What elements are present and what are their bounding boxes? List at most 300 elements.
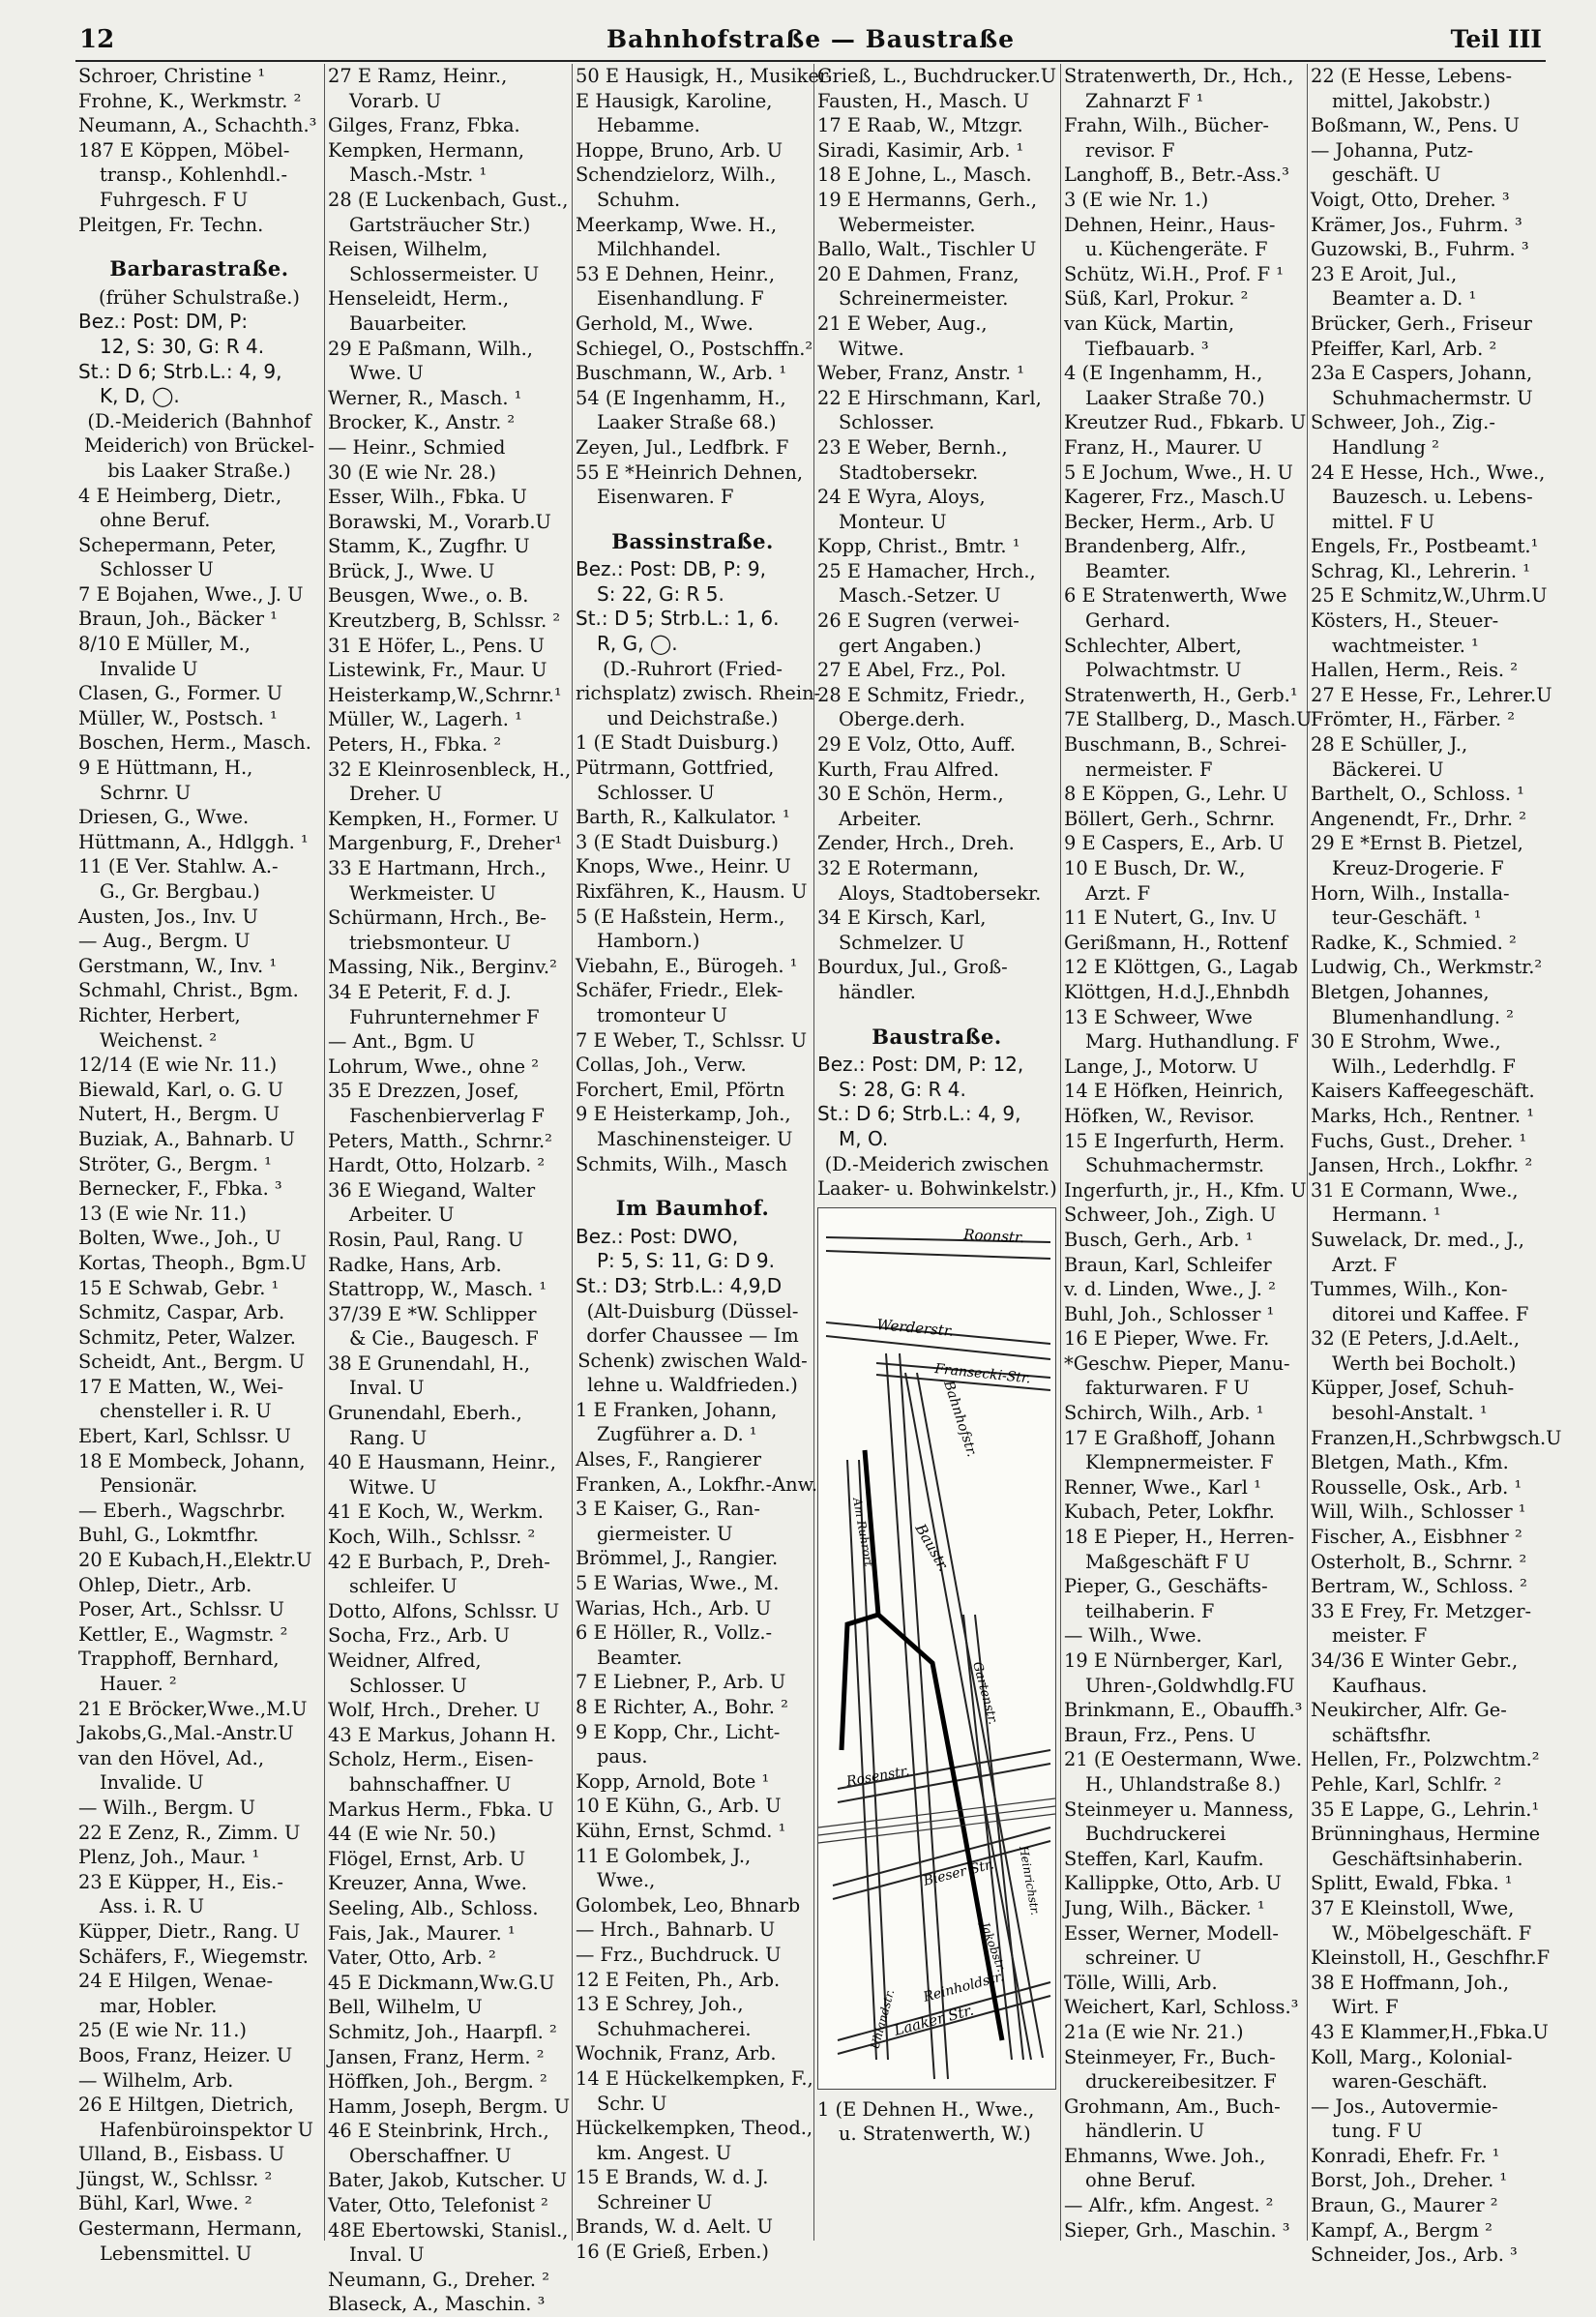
resident-entry: 28 E Schmitz, Friedr., xyxy=(817,683,1025,706)
resident-entry: Kubach, Peter, Lokfhr. xyxy=(1064,1500,1275,1524)
resident-entry: 15 E Ingerfurth, Herm. xyxy=(1064,1129,1286,1152)
resident-entry: Ehmanns, Wwe. Joh., xyxy=(1064,2144,1266,2167)
resident-entry: Kühn, Ernst, Schmd. ¹ xyxy=(576,1819,786,1842)
page-number: 12 xyxy=(79,25,115,54)
resident-entry: Küpper, Josef, Schuh- xyxy=(1311,1377,1515,1400)
map-street-label: Bieser Str. xyxy=(922,1857,996,1889)
resident-entry: 21 E Bröcker,Wwe.,M.U xyxy=(78,1697,308,1720)
resident-entry: Neumann, A., Schachth.³ xyxy=(78,114,317,137)
resident-entry: Tummes, Wilh., Kon- xyxy=(1311,1278,1508,1301)
street-note: (D.-Ruhrort (Fried- xyxy=(603,657,783,680)
resident-entry: Hückelkempken, Theod., xyxy=(576,2117,813,2140)
resident-entry: 11 (E Ver. Stahlw. A.- xyxy=(78,855,279,878)
resident-entry: Poser, Art., Schlssr. U xyxy=(78,1598,284,1621)
resident-entry: Buhl, G., Lokmtfhr. xyxy=(78,1524,259,1547)
resident-entry: Schmitz, Joh., Haarpfl. ² xyxy=(328,2020,557,2043)
resident-entry: Brands, W. d. Aelt. U xyxy=(576,2215,774,2239)
resident-entry: Zugführer a. D. ¹ xyxy=(597,1423,757,1446)
district-info: St.: D 6; Strb.L.: 4, 9, xyxy=(78,359,282,383)
resident-entry: Brück, J., Wwe. U xyxy=(328,559,495,582)
resident-entry: Rang. U xyxy=(349,1426,428,1449)
resident-entry: 32 E Rotermann, xyxy=(817,857,980,879)
resident-entry: Grunendahl, Eberh., xyxy=(328,1402,522,1425)
resident-entry: Blumenhandlung. ² xyxy=(1332,1005,1514,1028)
resident-entry: Inval. U xyxy=(349,1377,425,1400)
resident-entry: Zahnarzt F ¹ xyxy=(1085,89,1204,112)
resident-entry: Handlung ² xyxy=(1332,435,1439,459)
resident-entry: — Alfr., kfm. Angest. ² xyxy=(1064,2194,1274,2217)
resident-entry: 45 E Dickmann,Ww.G.U xyxy=(328,1971,555,1994)
resident-entry: Flögel, Ernst, Arb. U xyxy=(328,1847,526,1870)
resident-entry: nermeister. F xyxy=(1085,757,1213,781)
resident-entry: 1 (E Dehnen H., Wwe., xyxy=(817,2097,1035,2121)
resident-entry: 15 E Schwab, Gebr. ¹ xyxy=(78,1276,280,1299)
resident-entry: 14 E Hückelkempken, F., xyxy=(576,2066,813,2090)
street-note: (Alt-Duisburg (Düssel- xyxy=(586,1299,799,1322)
resident-entry: Brünninghaus, Hermine xyxy=(1311,1823,1541,1846)
resident-entry: 9 E Caspers, E., Arb. U xyxy=(1064,832,1285,855)
resident-entry: Jüngst, W., Schlssr. ² xyxy=(78,2167,273,2190)
resident-entry: 31 E Cormann, Wwe., xyxy=(1311,1178,1519,1202)
resident-entry: Voigt, Otto, Dreher. ³ xyxy=(1311,188,1510,211)
resident-entry: — Aug., Bergm. U xyxy=(78,930,251,953)
resident-entry: Kallippke, Otto, Arb. U xyxy=(1064,1872,1282,1895)
resident-entry: Schäfer, Friedr., Elek- xyxy=(576,979,783,1002)
resident-entry: Radke, Hans, Arb. xyxy=(328,1253,502,1276)
resident-entry: 16 (E Grieß, Erben.) xyxy=(576,2241,769,2264)
resident-entry: Fuhrgesch. F U xyxy=(100,188,249,211)
resident-entry: Gerstmann, W., Inv. ¹ xyxy=(78,954,278,977)
resident-entry: — Heinr., Schmied xyxy=(328,435,506,459)
resident-entry: Lohrum, Wwe., ohne ² xyxy=(328,1055,540,1078)
resident-entry: Fischer, A., Eisbhner ² xyxy=(1311,1526,1522,1549)
resident-entry: Bäckerei. U xyxy=(1332,757,1444,781)
resident-entry: Fuchs, Gust., Dreher. ¹ xyxy=(1311,1129,1527,1152)
resident-entry: Kösters, H., Steuer- xyxy=(1311,609,1499,633)
resident-entry: Henseleidt, Herm., xyxy=(328,287,510,311)
resident-entry: 20 E Kubach,H.,Elektr.U xyxy=(78,1549,312,1572)
resident-entry: gert Angaben.) xyxy=(839,634,982,657)
resident-entry: Fuhrunternehmer F xyxy=(349,1005,540,1028)
resident-entry: Peters, H., Fbka. ² xyxy=(328,733,502,757)
column-5 xyxy=(1061,64,1313,2242)
resident-entry: wachtmeister. ¹ xyxy=(1332,634,1479,657)
resident-entry: Splitt, Ewald, Fbka. ¹ xyxy=(1311,1872,1513,1895)
resident-entry: 29 E Volz, Otto, Auff. xyxy=(817,733,1017,757)
resident-entry: Austen, Jos., Inv. U xyxy=(78,905,258,928)
resident-entry: 13 E Schweer, Wwe xyxy=(1064,1005,1253,1028)
resident-entry: Hellen, Fr., Polzwchtm.² xyxy=(1311,1748,1540,1771)
resident-entry: 9 E Hüttmann, H., xyxy=(78,757,253,780)
resident-entry: Bletgen, Math., Kfm. xyxy=(1311,1451,1509,1474)
map-street-label: Uhlandstr. xyxy=(868,1987,898,2051)
resident-entry: Bauarbeiter. xyxy=(349,312,467,335)
resident-entry: 27 E Ramz, Heinr., xyxy=(328,65,508,87)
resident-entry: Guzowski, B., Fuhrm. ³ xyxy=(1311,238,1529,261)
street-note: dorfer Chaussee — Im xyxy=(586,1324,799,1348)
resident-entry: Schlosser. U xyxy=(597,781,715,804)
resident-entry: Siradi, Kasimir, Arb. ¹ xyxy=(817,138,1024,162)
resident-entry: Fais, Jak., Maurer. ¹ xyxy=(328,1921,516,1945)
resident-entry: Pleitgen, Fr. Techn. xyxy=(78,213,264,236)
resident-entry: Bletgen, Johannes, xyxy=(1311,980,1490,1003)
resident-entry: 8/10 E Müller, M., xyxy=(78,633,251,656)
resident-entry: Dotto, Alfons, Schlssr. U xyxy=(328,1599,560,1622)
resident-entry: Hermann. ¹ xyxy=(1332,1203,1441,1227)
resident-entry: Schäfers, F., Wiegemstr. xyxy=(78,1945,309,1968)
resident-entry: Biewald, Karl, o. G. U xyxy=(78,1078,283,1101)
resident-entry: Viebahn, E., Bürogeh. ¹ xyxy=(576,954,798,977)
resident-entry: Schweer, Joh., Zigh. U xyxy=(1064,1203,1277,1227)
resident-entry: Pütrmann, Gottfried, xyxy=(576,757,775,780)
resident-entry: Kleinstoll, H., Geschfhr.F xyxy=(1311,1946,1551,1970)
resident-entry: Webermeister. xyxy=(839,213,976,236)
resident-entry: Braun, Karl, Schleifer xyxy=(1064,1253,1272,1276)
resident-entry: Brocker, K., Anstr. ² xyxy=(328,411,516,434)
resident-entry: 7E Stallberg, D., Masch.U xyxy=(1064,708,1313,731)
resident-entry: Aloys, Stadtobersekr. xyxy=(839,881,1042,905)
resident-entry: Schneider, Jos., Arb. ³ xyxy=(1311,2243,1518,2267)
resident-entry: Krämer, Jos., Fuhrm. ³ xyxy=(1311,213,1522,236)
district-info: M, O. xyxy=(839,1126,889,1150)
district-info: Bez.: Post: DM, P: xyxy=(78,310,249,334)
map-street-label: Fransecki-Str. xyxy=(933,1360,1032,1387)
resident-entry: & Cie., Baugesch. F xyxy=(349,1327,539,1351)
resident-entry: 28 (E Luckenbach, Gust., xyxy=(328,188,569,211)
resident-entry: 12/14 (E wie Nr. 11.) xyxy=(78,1054,278,1077)
resident-entry: Wilh., Lederhdlg. F xyxy=(1332,1055,1516,1078)
resident-entry: 9 E Kopp, Chr., Licht- xyxy=(576,1720,781,1743)
resident-entry: Jansen, Franz, Herm. ² xyxy=(328,2045,545,2068)
resident-entry: Fausten, H., Masch. U xyxy=(817,89,1030,112)
resident-entry: 55 E *Heinrich Dehnen, xyxy=(576,460,804,484)
resident-entry: ohne Beruf. xyxy=(100,509,211,532)
resident-entry: Schreinermeister. xyxy=(839,287,1009,311)
resident-entry: Hamborn.) xyxy=(597,930,700,953)
resident-entry: Schrag, Kl., Lehrerin. ¹ xyxy=(1311,559,1531,582)
resident-entry: Bell, Wilhelm, U xyxy=(328,1996,483,2019)
resident-entry: Ohlep, Dietr., Arb. xyxy=(78,1573,252,1596)
resident-entry: 22 (E Hesse, Lebens- xyxy=(1311,65,1513,87)
resident-entry: Ballo, Walt., Tischler U xyxy=(817,238,1037,261)
resident-entry: Boßmann, W., Pens. U xyxy=(1311,114,1520,137)
resident-entry: schäftsfhr. xyxy=(1332,1723,1432,1746)
running-title: Bahnhofstraße — Baustraße xyxy=(606,25,1015,53)
street-note: (früher Schulstraße.) xyxy=(99,285,300,309)
resident-entry: revisor. F xyxy=(1085,138,1175,162)
resident-entry: mittel. F U xyxy=(1332,510,1435,533)
resident-entry: Schroer, Christine ¹ xyxy=(78,65,266,87)
resident-entry: Kaufhaus. xyxy=(1332,1674,1428,1697)
street-note: (D.-Meiderich zwischen xyxy=(824,1152,1049,1175)
resident-entry: Eisenhandlung. F xyxy=(597,287,764,311)
map-street-label: Bahnhofstr. xyxy=(940,1379,980,1459)
resident-entry: Brinkmann, E., Obauffh.³ xyxy=(1064,1699,1303,1722)
resident-entry: Grohmann, Am., Buch- xyxy=(1064,2094,1281,2118)
resident-entry: Boos, Franz, Heizer. U xyxy=(78,2043,293,2066)
resident-entry: Werkmeister. U xyxy=(349,881,496,905)
resident-entry: Wirt. F xyxy=(1332,1996,1399,2019)
resident-entry: Ludwig, Ch., Werkmstr.² xyxy=(1311,956,1543,979)
resident-entry: Esser, Werner, Modell- xyxy=(1064,1921,1279,1945)
resident-entry: 22 E Zenz, R., Zimm. U xyxy=(78,1821,301,1844)
resident-entry: Böllert, Gerh., Schrnr. xyxy=(1064,807,1276,830)
resident-entry: Jung, Wilh., Bäcker. ¹ xyxy=(1064,1896,1265,1919)
resident-entry: 23 E Küpper, H., Eis.- xyxy=(78,1870,283,1893)
resident-entry: 24 E Hesse, Hch., Wwe., xyxy=(1311,460,1546,484)
resident-entry: Forchert, Emil, Pförtn xyxy=(576,1078,785,1101)
map-street-label: Jakobstr. xyxy=(978,1919,1009,1974)
street-note: und Deichstraße.) xyxy=(606,706,779,729)
resident-entry: 27 E Hesse, Fr., Lehrer.U xyxy=(1311,683,1552,706)
resident-entry: 25 E Hamacher, Hrch., xyxy=(817,559,1036,582)
resident-entry: 24 E Wyra, Aloys, xyxy=(817,486,986,509)
resident-entry: Hüttmann, A., Hdlggh. ¹ xyxy=(78,830,309,853)
resident-entry: schreiner. U xyxy=(1085,1946,1202,1970)
resident-entry: Kempken, H., Former. U xyxy=(328,807,559,830)
resident-entry: Knops, Wwe., Heinr. U xyxy=(576,855,791,878)
resident-entry: 12 E Klöttgen, G., Lagab xyxy=(1064,956,1298,979)
resident-entry: Stamm, K., Zugfhr. U xyxy=(328,535,530,558)
resident-entry: Listewink, Fr., Maur. U xyxy=(328,659,547,682)
resident-entry: Brücker, Gerh., Friseur xyxy=(1311,312,1532,335)
resident-entry: H., Uhlandstraße 8.) xyxy=(1085,1772,1282,1796)
resident-entry: Kortas, Theoph., Bgm.U xyxy=(78,1251,308,1274)
resident-entry: geschäft. U xyxy=(1332,163,1441,187)
resident-entry: mittel, Jakobstr.) xyxy=(1332,89,1491,112)
resident-entry: Schütz, Wi.H., Prof. F ¹ xyxy=(1064,262,1285,285)
resident-entry: 187 E Köppen, Möbel- xyxy=(78,138,290,162)
resident-entry: 17 E Graßhoff, Johann xyxy=(1064,1426,1276,1449)
resident-entry: Schmits, Wilh., Masch xyxy=(576,1152,787,1175)
resident-entry: Bolten, Wwe., Joh., U xyxy=(78,1227,281,1250)
resident-entry: Hamm, Joseph, Bergm. U xyxy=(328,2094,571,2118)
resident-entry: Schuhmachermstr. xyxy=(1085,1154,1265,1177)
resident-entry: Schrnr. U xyxy=(100,781,192,804)
resident-entry: Franken, A., Lokfhr.-Anw. xyxy=(576,1472,818,1496)
resident-entry: Kaisers Kaffeegeschäft. xyxy=(1311,1080,1535,1103)
resident-entry: Schlosser. U xyxy=(349,1674,467,1697)
resident-entry: Witwe. xyxy=(839,337,904,360)
resident-entry: Hoppe, Bruno, Arb. U xyxy=(576,138,783,162)
resident-entry: besohl-Anstalt. ¹ xyxy=(1332,1402,1488,1425)
resident-entry: Becker, Herm., Arb. U xyxy=(1064,510,1276,533)
resident-entry: — Johanna, Putz- xyxy=(1311,138,1474,162)
resident-entry: Seeling, Alb., Schloss. xyxy=(328,1896,539,1919)
map-street-label: Rosenstr. xyxy=(844,1763,911,1790)
street-note: Schenk) zwischen Wald- xyxy=(577,1349,808,1372)
resident-entry: Buziak, A., Bahnarb. U xyxy=(78,1127,295,1150)
resident-entry: Hafenbüroinspektor U xyxy=(100,2118,313,2141)
resident-entry: Frahn, Wilh., Bücher- xyxy=(1064,114,1269,137)
resident-entry: Reisen, Wilhelm, xyxy=(328,238,488,261)
resident-entry: Schmitz, Caspar, Arb. xyxy=(78,1301,285,1324)
resident-entry: waren-Geschäft. xyxy=(1332,2070,1488,2094)
resident-entry: 25 E Schmitz,W.,Uhrm.U xyxy=(1311,584,1548,608)
resident-entry: Klöttgen, H.d.J.,Ehnbdh xyxy=(1064,980,1290,1003)
resident-entry: Klempnermeister. F xyxy=(1085,1451,1274,1474)
resident-entry: 29 E *Ernst B. Pietzel, xyxy=(1311,832,1523,855)
resident-entry: 7 E Bojahen, Wwe., J. U xyxy=(78,582,304,606)
resident-entry: Peters, Matth., Schrnr.² xyxy=(328,1129,552,1152)
resident-entry: Angenendt, Fr., Drhr. ² xyxy=(1311,807,1526,830)
resident-entry: Barth, R., Kalkulator. ¹ xyxy=(576,806,790,829)
resident-entry: Blaseck, A., Maschin. ³ xyxy=(328,2293,546,2316)
resident-entry: — Eberh., Wagschrbr. xyxy=(78,1499,286,1522)
column-3 xyxy=(573,64,829,2264)
resident-entry: giermeister. U xyxy=(597,1522,733,1545)
resident-entry: händler. xyxy=(839,980,916,1003)
resident-entry: 23a E Caspers, Johann, xyxy=(1311,362,1533,385)
resident-entry: Franzen,H.,Schrbwgsch.U xyxy=(1311,1426,1562,1449)
resident-entry: Collas, Joh., Verw. xyxy=(576,1054,747,1077)
resident-entry: Hauer. ² xyxy=(100,1673,177,1695)
resident-entry: 48E Ebertowski, Stanisl., xyxy=(328,2218,569,2242)
resident-entry: mar, Hobler. xyxy=(100,1994,218,2017)
resident-entry: Schuhmacherei. xyxy=(597,2017,752,2040)
resident-entry: Weidner, Alfred, xyxy=(328,1649,482,1672)
resident-entry: Massing, Nik., Berginv.² xyxy=(328,956,557,979)
map-street-label: Gartenstr. xyxy=(969,1659,1000,1726)
resident-entry: 3 (E Stadt Duisburg.) xyxy=(576,830,779,853)
resident-entry: tung. F U xyxy=(1332,2120,1423,2143)
resident-entry: Lebensmittel. U xyxy=(100,2242,252,2265)
resident-entry: Buschmann, W., Arb. ¹ xyxy=(576,362,787,385)
resident-entry: Schmelzer. U xyxy=(839,931,965,954)
resident-entry: Braun, Frz., Pens. U xyxy=(1064,1723,1256,1746)
resident-entry: 17 E Raab, W., Mtzgr. xyxy=(817,114,1023,137)
resident-entry: Werth bei Bocholt.) xyxy=(1332,1352,1517,1375)
resident-entry: Weichert, Karl, Schloss.³ xyxy=(1064,1996,1299,2019)
resident-entry: Engels, Fr., Postbeamt.¹ xyxy=(1311,535,1539,558)
resident-entry: Eisenwaren. F xyxy=(597,486,734,509)
resident-entry: Geschäftsinhaberin. xyxy=(1332,1847,1523,1870)
resident-entry: Gilges, Franz, Fbka. xyxy=(328,114,520,137)
resident-entry: Schreiner U xyxy=(597,2190,713,2213)
resident-entry: Brömmel, J., Rangier. xyxy=(576,1547,779,1570)
resident-entry: Kettler, E., Wagmstr. ² xyxy=(78,1622,288,1646)
resident-entry: 38 E Hoffmann, Joh., xyxy=(1311,1971,1510,1994)
street-heading: Baustraße. xyxy=(872,1024,1002,1049)
district-info: R, G, ◯. xyxy=(597,632,678,656)
resident-entry: 6 E Stratenwerth, Wwe xyxy=(1064,584,1287,608)
resident-entry: 7 E Weber, T., Schlssr. U xyxy=(576,1028,808,1052)
resident-entry: Wwe. U xyxy=(349,362,424,385)
resident-entry: Vater, Otto, Arb. ² xyxy=(328,1946,496,1970)
resident-entry: 54 (E Ingenhamm, H., xyxy=(576,386,786,409)
resident-entry: 38 E Grunendahl, H., xyxy=(328,1352,531,1375)
resident-entry: Jakobs,G.,Mal.-Anstr.U xyxy=(78,1722,294,1745)
street-note: Meiderich) von Brückel- xyxy=(83,434,315,458)
resident-entry: 36 E Wiegand, Walter xyxy=(328,1178,536,1202)
resident-entry: Kreuz-Drogerie. F xyxy=(1332,857,1504,879)
resident-entry: 41 E Koch, W., Werkm. xyxy=(328,1500,544,1524)
resident-entry: Boschen, Herm., Masch. xyxy=(78,731,311,755)
resident-entry: Schuhmachermstr. U xyxy=(1332,386,1533,409)
resident-entry: van den Hövel, Ad., xyxy=(78,1746,264,1769)
resident-entry: 31 E Höfer, L., Pens. U xyxy=(328,634,545,657)
resident-entry: u. Stratenwerth, W.) xyxy=(839,2123,1031,2146)
resident-entry: 32 E Kleinrosenbleck, H., xyxy=(328,757,572,781)
street-note: bis Laaker Straße.) xyxy=(107,459,291,482)
resident-entry: Trapphoff, Bernhard, xyxy=(78,1648,280,1671)
resident-entry: Stadtobersekr. xyxy=(839,460,979,484)
resident-entry: Stattropp, W., Masch. ¹ xyxy=(328,1278,547,1301)
resident-entry: Stratenwerth, H., Gerb.¹ xyxy=(1064,683,1298,706)
resident-entry: 50 E Hausigk, H., Musiker xyxy=(576,65,829,87)
map-street-label: Heinrichstr. xyxy=(1017,1844,1043,1916)
resident-entry: Will, Wilh., Schlosser ¹ xyxy=(1311,1500,1526,1524)
street-heading: Bassinstraße. xyxy=(611,528,774,553)
resident-entry: Gerhold, M., Wwe. xyxy=(576,312,754,335)
resident-entry: Alses, F., Rangierer xyxy=(576,1448,762,1471)
resident-entry: Frohne, K., Werkmstr. ² xyxy=(78,89,302,112)
resident-entry: Laaker Straße 70.) xyxy=(1085,386,1265,409)
resident-entry: Pensionär. xyxy=(100,1474,198,1498)
street-note: (D.-Meiderich (Bahnhof xyxy=(87,409,311,432)
resident-entry: Oberschaffner. U xyxy=(349,2144,512,2167)
resident-entry: Pfeiffer, Karl, Arb. ² xyxy=(1311,337,1497,360)
resident-entry: 1 (E Stadt Duisburg.) xyxy=(576,731,779,755)
resident-entry: Dehnen, Heinr., Haus- xyxy=(1064,213,1276,236)
resident-entry: Polwachtmstr. U xyxy=(1085,659,1242,682)
resident-entry: Jansen, Hrch., Lokfhr. ² xyxy=(1311,1154,1533,1177)
resident-entry: Höffken, Joh., Bergm. ² xyxy=(328,2070,547,2094)
resident-entry: Werner, R., Masch. ¹ xyxy=(328,386,522,409)
resident-entry: Beamter a. D. ¹ xyxy=(1332,287,1477,311)
resident-entry: Lange, J., Motorw. U xyxy=(1064,1055,1259,1078)
resident-entry: 9 E Heisterkamp, Joh., xyxy=(576,1103,791,1126)
resident-entry: Masch.-Setzer. U xyxy=(839,584,1001,608)
resident-entry: Milchhandel. xyxy=(597,238,722,261)
resident-entry: 34/36 E Winter Gebr., xyxy=(1311,1649,1519,1672)
resident-entry: Gerhard. xyxy=(1085,609,1171,633)
resident-entry: 21a (E wie Nr. 21.) xyxy=(1064,2020,1244,2043)
resident-entry: 33 E Frey, Fr. Metzger- xyxy=(1311,1599,1532,1622)
resident-entry: 30 E Strohm, Wwe., xyxy=(1311,1030,1501,1054)
resident-entry: 20 E Dahmen, Franz, xyxy=(817,262,1020,285)
resident-entry: Bourdux, Jul., Groß- xyxy=(817,956,1008,979)
resident-entry: Bertram, W., Schloss. ² xyxy=(1311,1575,1527,1598)
resident-entry: teur-Geschäft. ¹ xyxy=(1332,906,1482,930)
resident-entry: Masch.-Mstr. ¹ xyxy=(349,163,488,187)
resident-entry: Schr. U xyxy=(597,2092,667,2115)
resident-entry: Horn, Wilh., Installa- xyxy=(1311,881,1510,905)
map-street-label: Werderstr. xyxy=(875,1315,955,1340)
resident-entry: Witwe. U xyxy=(349,1475,437,1499)
resident-entry: Braun, G., Maurer ² xyxy=(1311,2194,1498,2217)
street-map-figure xyxy=(817,1207,1056,2090)
resident-entry: 13 E Schrey, Joh., xyxy=(576,1993,744,2016)
resident-entry: 35 E Drezzen, Josef, xyxy=(328,1080,519,1103)
resident-entry: Driesen, G., Wwe. xyxy=(78,806,250,829)
resident-entry: G., Gr. Bergbau.) xyxy=(100,880,260,903)
resident-entry: 22 E Hirschmann, Karl, xyxy=(817,386,1042,409)
resident-entry: Arbeiter. xyxy=(839,807,922,830)
resident-entry: meister. F xyxy=(1332,1624,1428,1648)
resident-entry: 10 E Busch, Dr. W., xyxy=(1064,857,1246,879)
resident-entry: 34 E Kirsch, Karl, xyxy=(817,906,987,930)
resident-entry: Frömter, H., Färber. ² xyxy=(1311,708,1516,731)
resident-entry: Ulland, B., Eisbass. U xyxy=(78,2143,285,2166)
resident-entry: 35 E Lappe, G., Lehrin.¹ xyxy=(1311,1797,1540,1821)
resident-entry: van Kück, Martin, xyxy=(1064,312,1234,335)
resident-entry: 1 E Franken, Johann, xyxy=(576,1398,778,1421)
resident-entry: Maschinensteiger. U xyxy=(597,1127,793,1150)
resident-entry: Stratenwerth, Dr., Hch., xyxy=(1064,65,1294,87)
resident-entry: 5 (E Haßstein, Herm., xyxy=(576,905,785,928)
resident-entry: bahnschaffner. U xyxy=(349,1772,512,1796)
